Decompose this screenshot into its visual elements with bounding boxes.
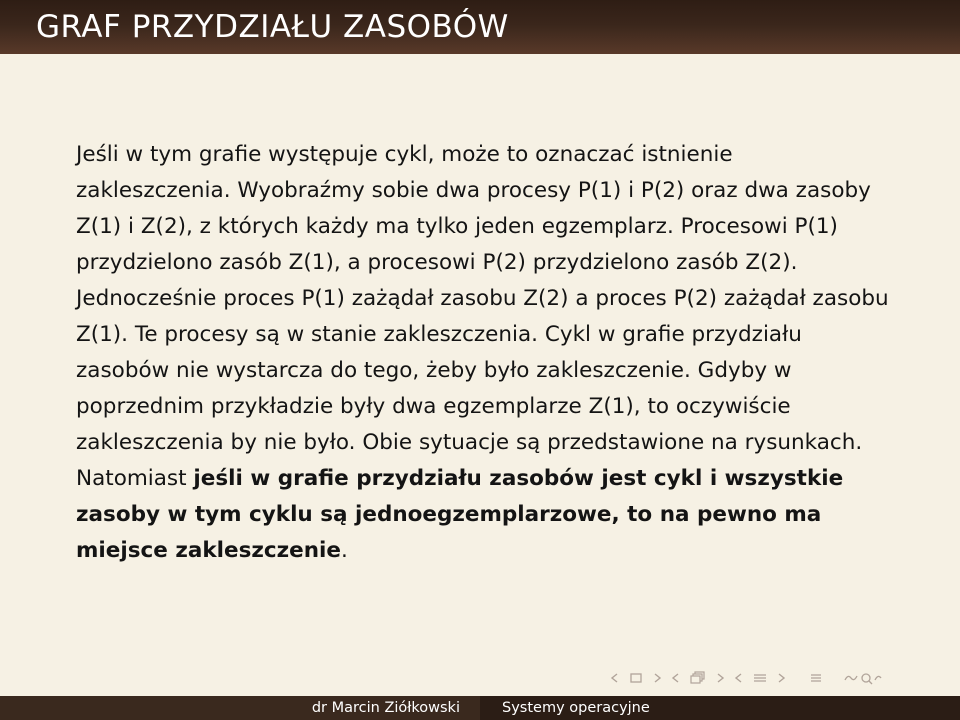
body-text-bold: jeśli w grafie przydziału zasobów jest cykl i wszystkie zasoby w tym cyklu są jednoegzemplarzowe, to na pewno ma miejsce zakleszczenie — [76, 466, 844, 563]
nav-section-icon[interactable] — [752, 672, 768, 684]
slide-title: GRAF PRZYDZIAŁU ZASOBÓW — [36, 9, 509, 45]
nav-frame-left-icon[interactable] — [610, 672, 619, 684]
nav-subsection-left-icon[interactable] — [671, 672, 680, 684]
nav-subsection-right-icon[interactable] — [716, 672, 725, 684]
body-text-plain: Jeśli w tym grafie występuje cykl, może to oznaczać istnienie zakleszczenia. Wyobraźmy sobie dwa procesy P(1) i P(2) oraz dwa zasoby Z(1) i Z(2), z których każdy ma tylko jeden egzemplarz. Procesowi P(1) przydzielono zasób Z(1), a procesowi P(2) przydzielono zasób Z(2). Jednocześnie proces P(1) zażądał zasobu Z(2) a proces P(2) zażądał zasobu Z(1). Te procesy są w stanie zakleszczenia. Cykl w grafie przydziału zasobów nie wystarcza do tego, żeby było zakleszczenie. Gdyby w poprzednim przykładzie były dwa egzemplarze Z(1), to oczywiście zakleszczenia by nie było. Obie sytuacje są przedstawione na rysunkach. Natomiast — [76, 142, 889, 491]
beamer-navigation — [610, 666, 955, 690]
footer-author: dr Marcin Ziółkowski — [0, 696, 480, 720]
body-text-end: . — [341, 538, 348, 563]
slide-header — [0, 0, 960, 54]
footer-course: Systemy operacyjne — [480, 696, 960, 720]
nav-search-icon[interactable] — [842, 671, 884, 685]
nav-section-left-icon[interactable] — [734, 672, 743, 684]
nav-frame-right-icon[interactable] — [653, 672, 662, 684]
nav-subsection-icon[interactable] — [689, 671, 707, 685]
nav-section-right-icon[interactable] — [777, 672, 786, 684]
nav-frame-icon[interactable] — [628, 672, 644, 684]
slide-body — [76, 137, 891, 569]
slide-footer — [0, 696, 960, 720]
nav-align-icon[interactable] — [809, 672, 823, 684]
